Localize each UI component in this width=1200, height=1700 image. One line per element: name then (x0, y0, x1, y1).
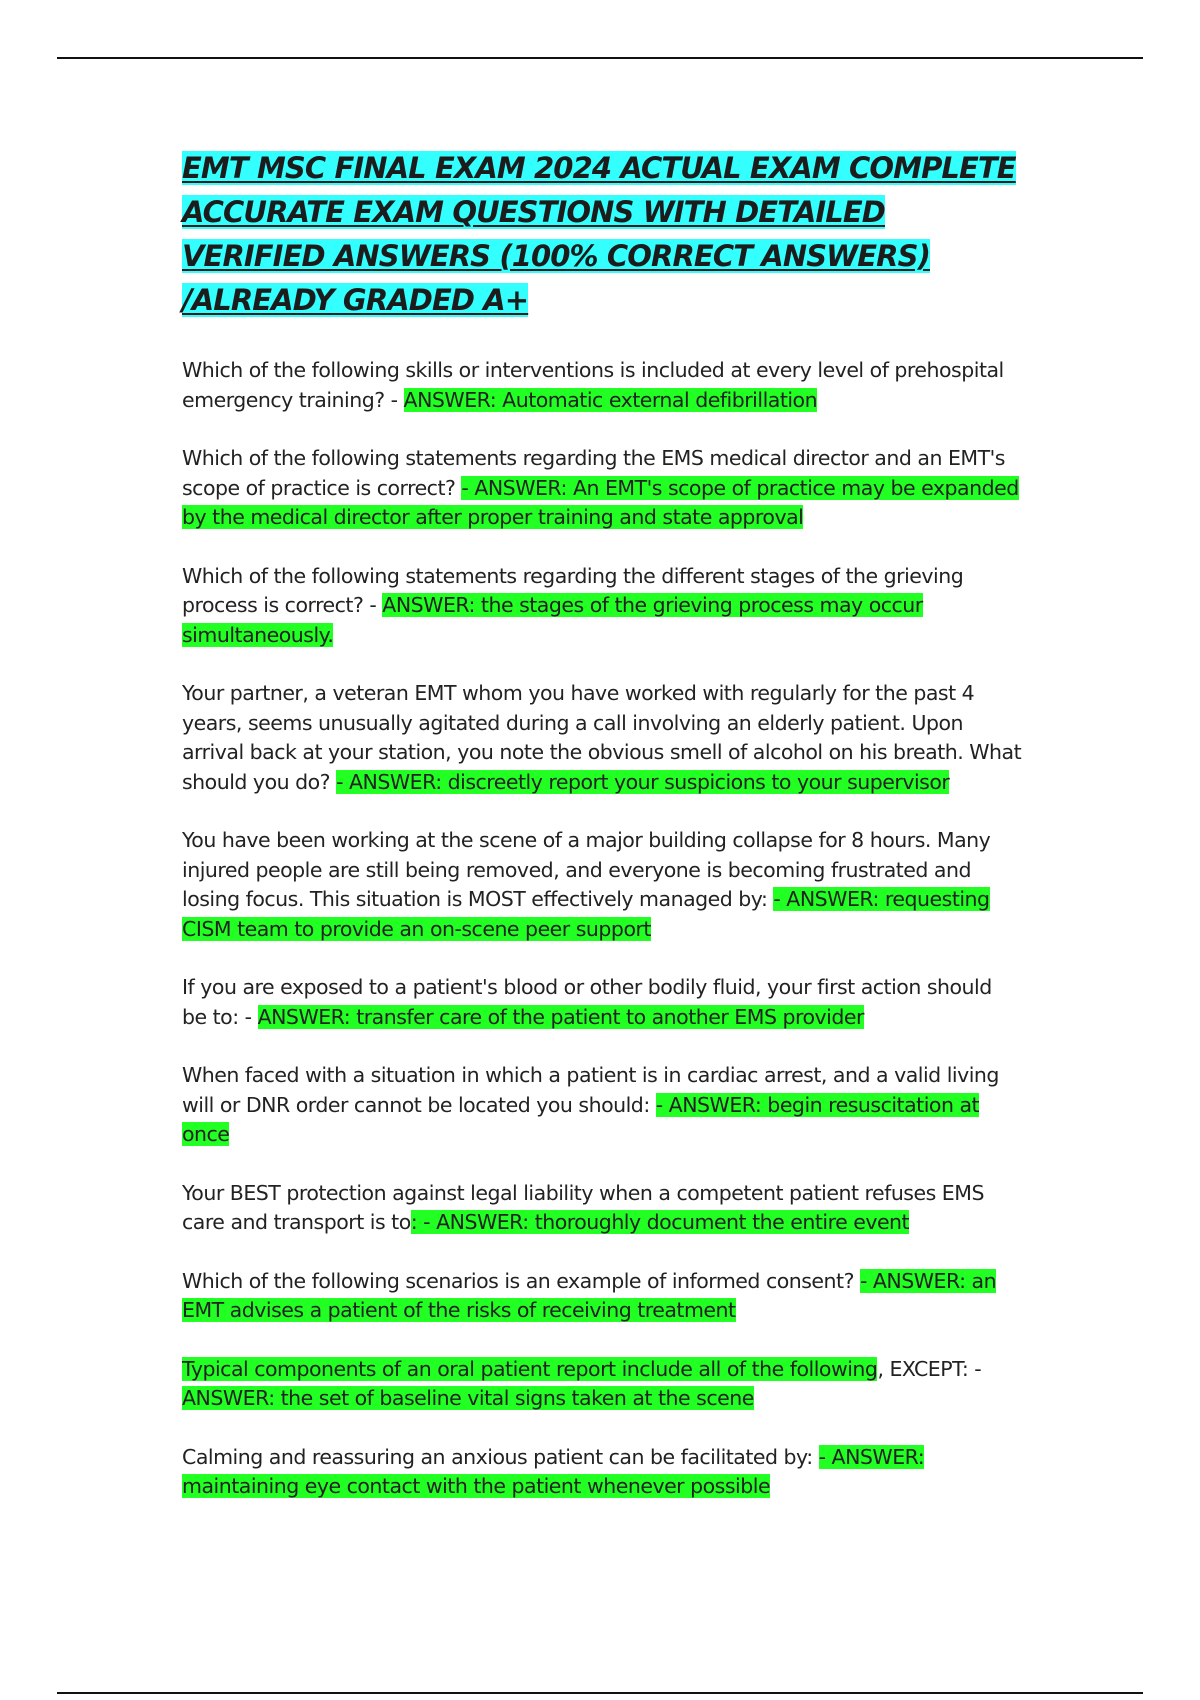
qa-item-5 (182, 826, 1022, 944)
answer-text: ANSWER: transfer care of the patient to another EMS provider (257, 1004, 864, 1029)
question-text: Which of the following scenarios is an example of informed consent? (182, 1268, 854, 1293)
answer-text: - ANSWER: discreetly report your suspicions to your supervisor (336, 769, 950, 794)
answer-text: ANSWER: the set of baseline vital signs taken at the scene (182, 1386, 754, 1410)
question-text: Calming and reassuring an anxious patient can be facilitated by: (182, 1444, 813, 1469)
answer-text: - ANSWER: an EMT advises a patient of the risks of receiving treatment (182, 1268, 997, 1322)
footer-rule (57, 1692, 1143, 1694)
answer-text: - ANSWER: requesting CISM team to provide an on-scene peer support (182, 887, 990, 941)
qa-item-10 (182, 1355, 1022, 1414)
question-text: You have been working at the scene of a major building collapse for 8 hours. Many injured people are still being removed, and everyone is becoming frustrated and losing focus. This situation is MOST effectively managed by: (182, 828, 991, 911)
question-text: , EXCEPT: - (877, 1356, 982, 1381)
answer-text: - ANSWER: maintaining eye contact with the patient whenever possible (182, 1444, 925, 1498)
qa-item-1 (182, 356, 1022, 415)
question-text: Which of the following skills or interventions is included at every level of prehospital emergency training? - (182, 358, 1004, 412)
question-text-highlighted: Typical components of an oral patient report include all of the following (182, 1356, 878, 1381)
question-text: Your BEST protection against legal liability when a competent patient refuses EMS care and transport is to (182, 1180, 984, 1234)
header-rule (57, 57, 1143, 59)
qa-item-2 (182, 444, 1022, 533)
answer-text: - ANSWER: begin resuscitation at once (182, 1092, 980, 1146)
document-body (182, 146, 1022, 1531)
question-text: Which of the following statements regarding the different stages of the grieving process is correct? - (182, 563, 964, 617)
question-text: Your partner, a veteran EMT whom you have worked with regularly for the past 4 years, seems unusually agitated during a call involving an elderly patient. Upon arrival back at your station, you note the obvious smell of alcohol on his breath. What should you do? (182, 681, 1022, 794)
question-text: If you are exposed to a patient's blood or other bodily fluid, your first action should be to: - (182, 975, 992, 1029)
document-title: EMT MSC FINAL EXAM 2024 ACTUAL EXAM COMPLETE ACCURATE EXAM QUESTIONS WITH DETAILED VERIFIED ANSWERS (100% CORRECT ANSWERS) /ALREADY GRADED A+ (182, 151, 1016, 317)
qa-item-6 (182, 973, 1022, 1032)
qa-item-11 (182, 1443, 1022, 1502)
qa-item-9 (182, 1267, 1022, 1326)
answer-text: ANSWER: the stages of the grieving process may occur simultaneously. (182, 593, 923, 647)
qa-item-3 (182, 562, 1022, 651)
question-text: When faced with a situation in which a patient is in cardiac arrest, and a valid living will or DNR order cannot be located you should: (182, 1063, 999, 1117)
question-text: Which of the following statements regarding the EMS medical director and an EMT's scope of practice is correct? (182, 446, 1005, 500)
answer-text: : - ANSWER: thoroughly document the entire event (410, 1210, 910, 1234)
answer-text: - ANSWER: An EMT's scope of practice may be expanded by the medical director after proper training and state approval (182, 475, 1019, 529)
qa-item-7 (182, 1061, 1022, 1150)
qa-item-8 (182, 1179, 1022, 1238)
qa-item-4 (182, 679, 1022, 797)
answer-text: ANSWER: Automatic external defibrillation (403, 387, 818, 412)
